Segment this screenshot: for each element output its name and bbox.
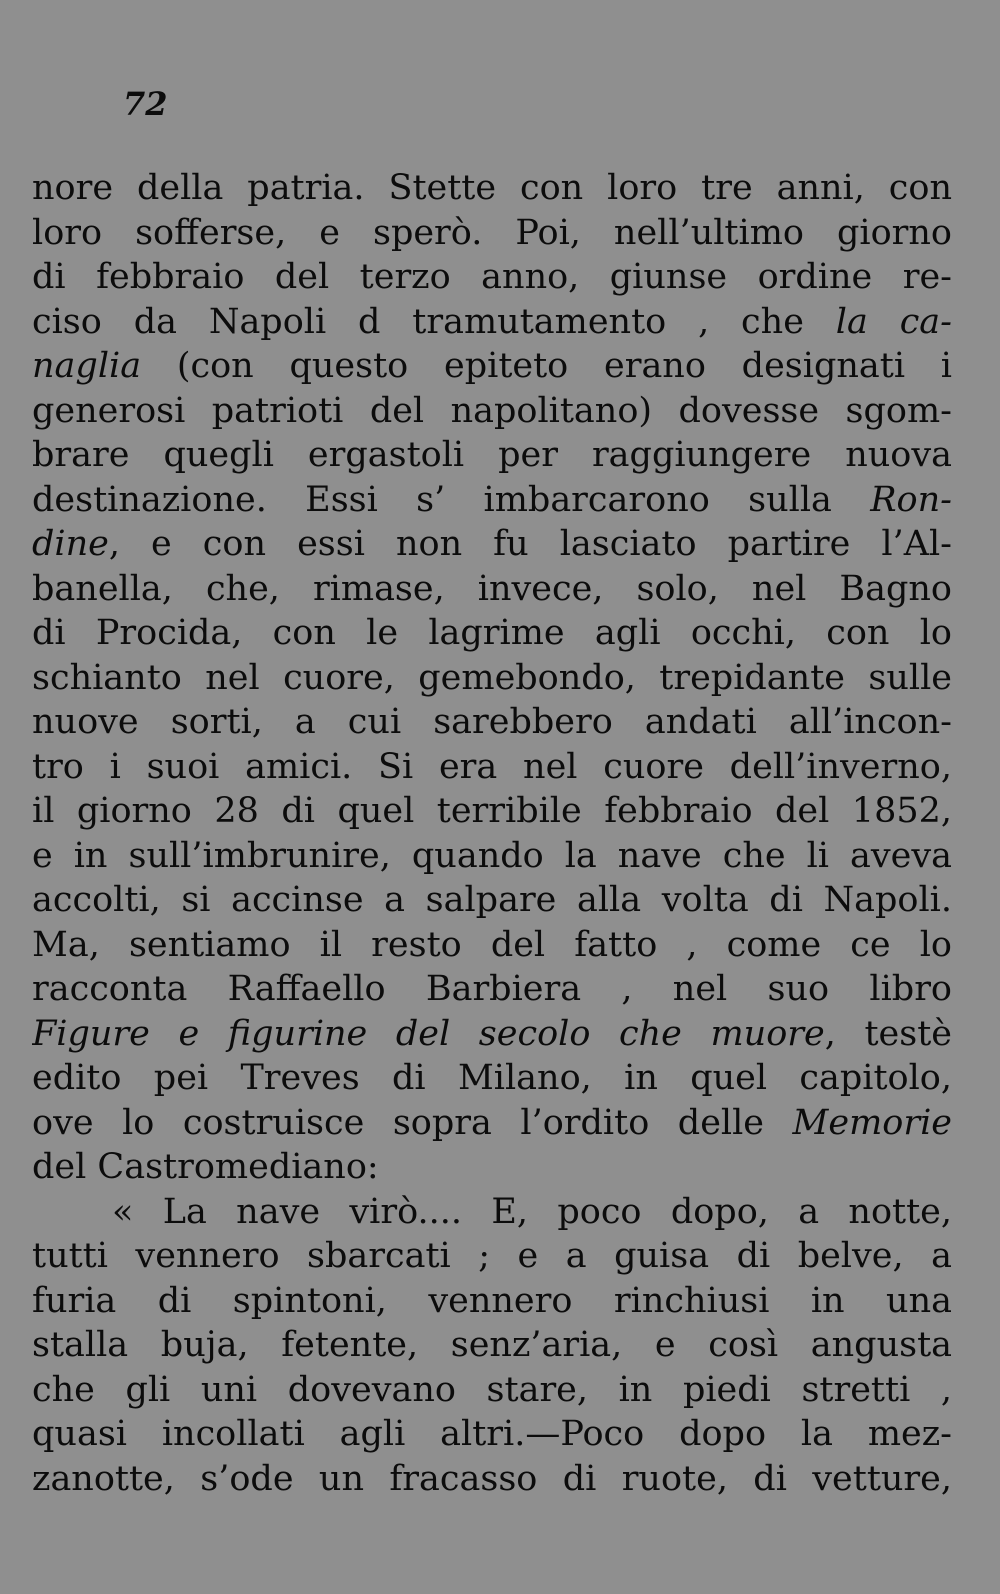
text-segment: che gli uni dovevano stare, in piedi stretti , [32,1369,952,1410]
text-segment: ciso da Napoli d tramutamento , che [32,301,836,342]
text-segment: banella, che, rimase, invece, solo, nel Bagno [32,568,952,609]
text-line [32,700,952,745]
text-line [32,1234,952,1279]
text-line [32,433,952,478]
text-line [32,522,952,567]
text-line [32,1101,952,1146]
text-segment: furia di spintoni, vennero rinchiusi in una [32,1280,952,1321]
italic-text: naglia [32,346,142,386]
text-segment: ove lo costruisce sopra l’ordito delle [32,1102,793,1143]
text-line [32,923,952,968]
text-segment: del Castromediano: [32,1147,379,1187]
text-line [32,967,952,1012]
text-segment: e in sull’imbrunire, quando la nave che li aveva [32,835,952,876]
text-segment: , testè [824,1013,952,1054]
text-line [32,1457,952,1502]
text-line [32,389,952,434]
text-segment: generosi patrioti del napolitano) dovesse sgom- [32,390,952,431]
text-line [32,1145,952,1190]
text-segment: loro sofferse, e sperò. Poi, nell’ultimo giorno [32,212,952,253]
text-segment: tutti vennero sbarcati ; e a guisa di belve, a [32,1236,952,1276]
text-line [32,656,952,701]
text-segment: destinazione. Essi s’ imbarcarono sulla [32,479,871,520]
text-line [32,1368,952,1413]
text-line [32,1012,952,1057]
text-line [32,255,952,300]
body-text [32,166,952,1501]
text-line [32,611,952,656]
text-segment: quasi incollati agli altri.—Poco dopo la mez- [32,1414,952,1454]
text-segment: tro i suoi amici. Si era nel cuore dell’inverno, [32,746,952,787]
text-line [32,745,952,790]
text-segment: il giorno 28 di quel terribile febbraio del 1852, [32,791,952,831]
text-line [32,789,952,834]
text-segment: , e con essi non fu lasciato partire l’Al- [108,524,952,564]
text-segment: accolti, si accinse a salpare alla volta di Napoli. [32,880,952,920]
text-line [32,567,952,612]
text-segment: schianto nel cuore, gemebondo, trepidante sulle [32,657,952,698]
text-line [32,478,952,523]
italic-text: la ca- [835,301,952,342]
text-segment: Ma, sentiamo il resto del fatto , come ce lo [32,924,952,965]
text-segment: nuove sorti, a cui sarebbero andati all’incon- [32,702,952,742]
text-line [32,344,952,389]
text-line [32,834,952,879]
text-segment: stalla buja, fetente, senz’aria, e così angusta [32,1325,952,1365]
text-line [32,1412,952,1457]
text-segment: di Procida, con le lagrime agli occhi, con lo [32,613,952,653]
text-segment: « La nave virò.... E, poco dopo, a notte, [112,1191,952,1232]
text-line [32,1323,952,1368]
italic-text: dine [32,524,109,564]
italic-text: Ron- [870,479,952,520]
italic-text: Figure e figurine del secolo che muore [32,1013,825,1054]
text-segment: racconta Raffaello Barbiera , nel suo libro [32,969,952,1009]
italic-text: Memorie [792,1102,952,1143]
text-line [32,1190,952,1235]
text-segment: di febbraio del terzo anno, giunse ordine re- [32,257,952,297]
text-line [32,166,952,211]
text-segment: edito pei Treves di Milano, in quel capitolo, [32,1058,952,1098]
page-number: 72 [123,85,168,123]
text-line [32,211,952,256]
text-segment: zanotte, s’ode un fracasso di ruote, di vetture, [32,1458,952,1499]
text-line [32,1056,952,1101]
text-segment: (con questo epiteto erano designati i [141,346,952,386]
text-segment: brare quegli ergastoli per raggiungere nuova [32,435,952,475]
text-segment: nore della patria. Stette con loro tre anni, con [32,168,952,208]
text-line [32,878,952,923]
text-line [32,1279,952,1324]
text-line [32,300,952,345]
